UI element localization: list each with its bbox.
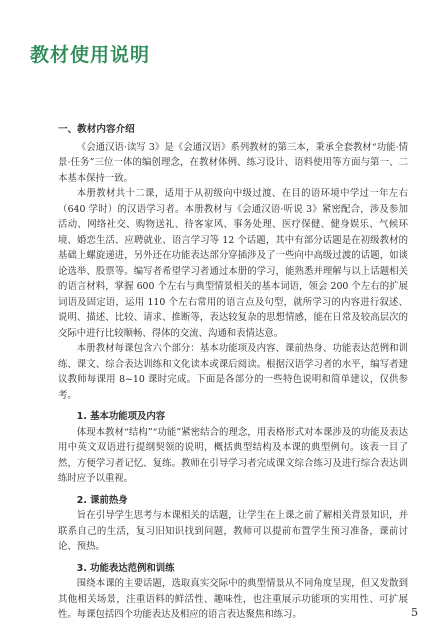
subsection-heading: 1. 基本功能项及内容 xyxy=(76,411,166,422)
section-heading: 一、教材内容介绍 xyxy=(58,124,135,135)
paragraph: 围绕本课的主要话题，选取真实交际中的典型情景从不同角度呈现，但又发散到其他相关场景，注重语料的鲜活性、趣味性，也注重展示功能项的实用性、可扩展性。每课包括四个功能表达及相应的语言表达聚焦和练习。 xyxy=(58,578,408,620)
page-number: 5 xyxy=(411,606,418,619)
subsection-heading: 3. 功能表达范例和训练 xyxy=(76,562,175,574)
paragraph: 旨在引导学生思考与本课相关的话题，让学生在上课之前了解相关背景知识，并联系自己的生活，复习旧知识找到问题，教师可以提前布置学生预习准备，课前讨论、预热。 xyxy=(58,510,408,552)
page-title: 教材使用说明 xyxy=(30,44,151,66)
paragraph: 本册教材共十二课，适用于从初级向中级过渡、在目的语环境中学过一年左右（640 学时）的汉语学习者。本册教材与《会通汉语·听说 3》紧密配合，涉及参加活动、网络社交、购物送礼、待客家风、事务处理、医疗保健、健身娱乐、气候环境、婚恋生活、应聘就业、语言学习等 12 个话题，其中有部分话题是在初级教材的基础上螺旋递进，另外还在功能表达部分穿插涉及了一些向中高级过渡的话题，如谈论选举、股票等。编写者希望学习者通过本册的学习，能熟悉并理解与以上话题相关的语言材料，掌握 600 个左右与典型情景相关的基本词语，领会 200 个左右的扩展词语及固定语，运用 110 个左右常用的语言点及句型，就所学习的内容进行叙述、说明、描述、比较、请求、推断等，表达较复杂的思想情感，能在日常及较高层次的交际中进行比较顺畅、得体的交流、沟通和表情达意。 xyxy=(58,188,408,339)
paragraph: 《会通汉语·读写 3》是《会通汉语》系列教材的第三本，秉承全套教材“功能·情景·任务”三位一体的编创理念，在教材体例、练习设计、语料使用等方面与第一、二本基本保持一致。 xyxy=(58,141,408,184)
paragraph: 体现本教材“结构”“功能”紧密结合的理念，用表格形式对本课涉及的功能及表达用中英文双语进行提纲契领的说明，概括典型结构及本课的典型例句。该表一目了然，方便学习者记忆、复练。教师在引导学习者完成课文综合练习及进行综合表达训练时应予以重视。 xyxy=(58,426,408,484)
top-band xyxy=(0,0,444,4)
subsection-heading: 2. 课前热身 xyxy=(76,494,128,506)
document-body xyxy=(58,122,408,623)
paragraph: 本册教材每课包含六个部分：基本功能项及内容、课前热身、功能表达范例和训练、课文、综合表达训练和文化读本或课后阅读。根据汉语学习者的水平，编写者建议教师每课用 8~10 课时完成。下面是各部分的一些特色说明和简单建议，仅供参考。 xyxy=(58,343,408,401)
